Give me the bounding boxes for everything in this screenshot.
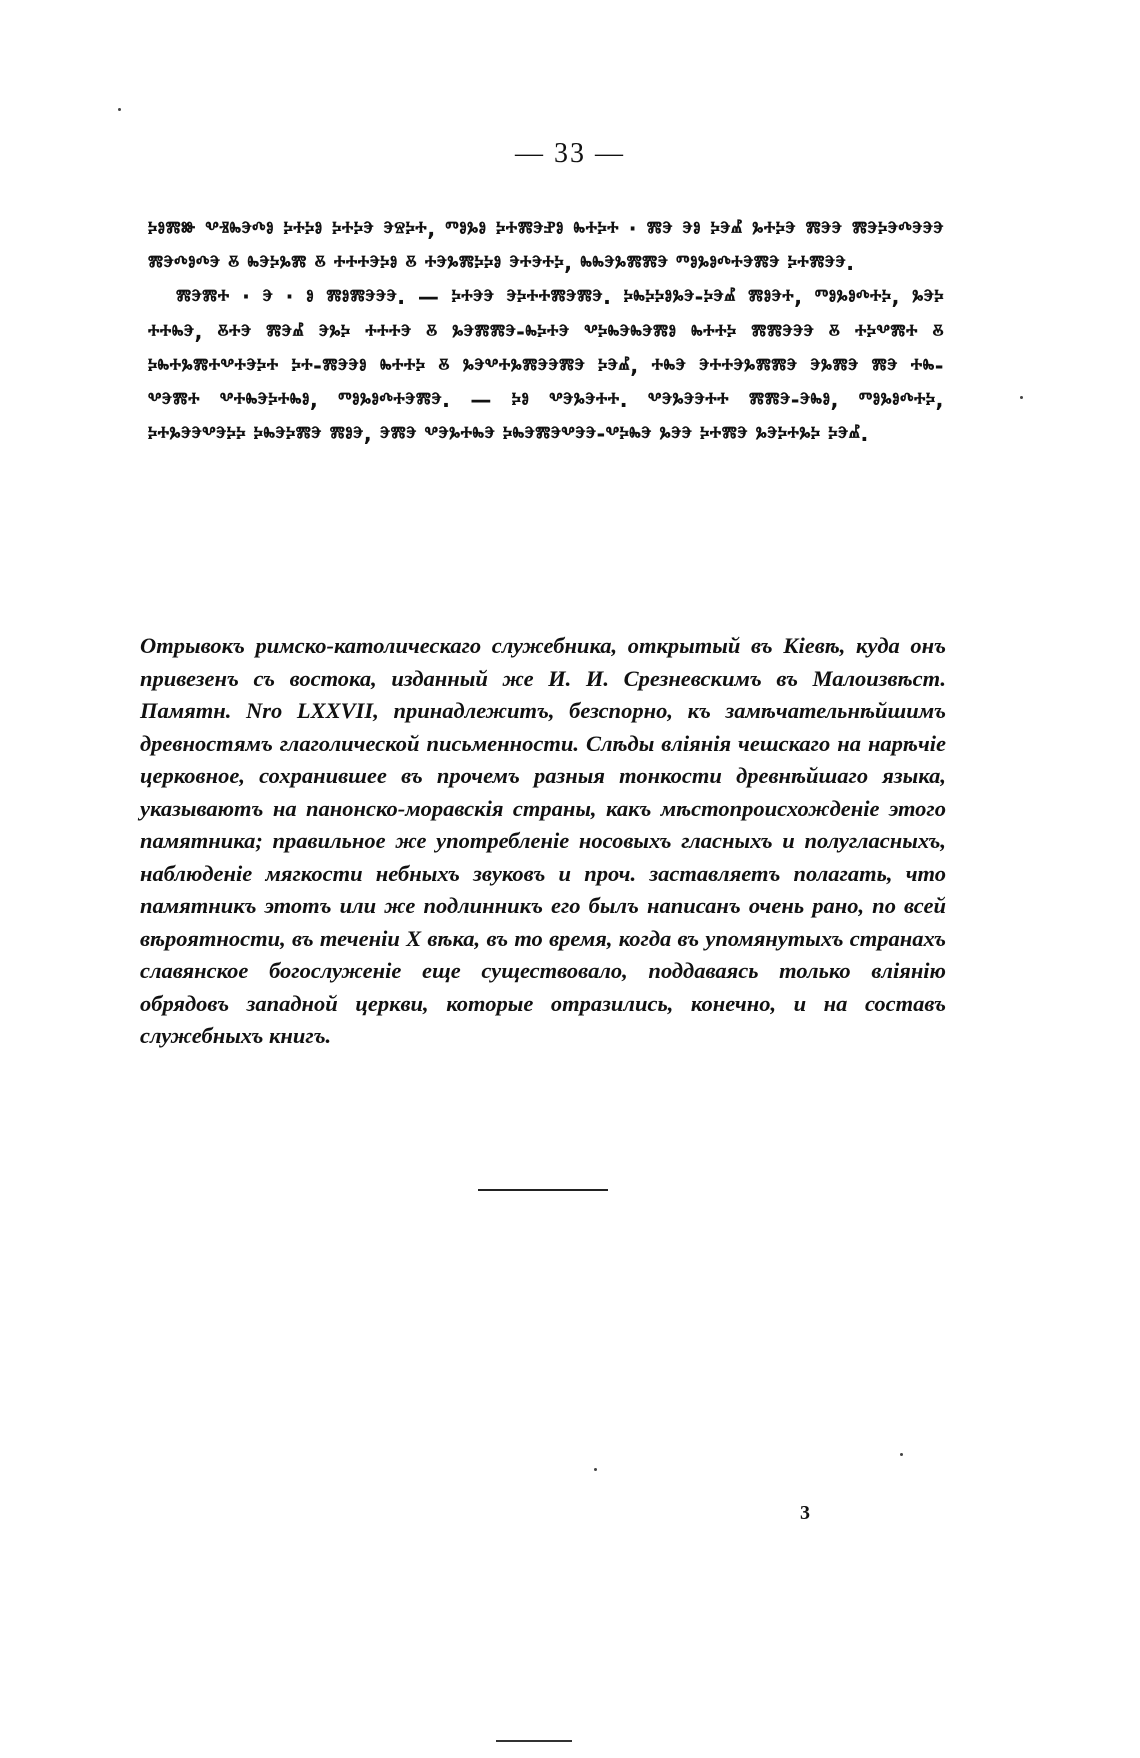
scan-speck: [900, 1453, 903, 1456]
scan-speck: [1020, 396, 1023, 399]
section-divider: [478, 1189, 608, 1191]
glagolitic-paragraph: ⰽⱁⰿⱆ ⰲⱐⰸⰵⰴⱁ ⰽⰰⰽⱁ ⰽⰰⰽⰵ ⰵⱄⰽⰰ, ⱅⱁⰳⱁ ⰽⰰⰿⰵⱀⱁ ⰸⰰⰽⰰ · ⰿⰵ ⰵⱁ ⰽⰵⰼ ⰳⰰⰽⰵ ⰿⰵⰵ ⰿⰵⰽⰵⰴⰵⰵⰵ ⰿⰵⰴⱁⰴⰵ ⰻ ⰸⰵⰽⰳⰿ ⰻ ⰰⰰⰰⰵⰽⱁ ⰻ ⰰⰵⰳⰿⰽⰽⱁ ⰵⰰⰵⰰⰽ, ⰸⰸⰵⰳⰿⰿⰵ ⱅⱁⰳⱁⰴⰰⰵⰿⰵ ⰽⰰⰿⰵⰵ.: [148, 217, 944, 276]
bottom-rule: [496, 1740, 572, 1742]
glagolitic-paragraph: ⰿⰵⰿⰰ · ⰵ · ⱁ ⰿⱁⰿⰵⰵⰵ. — ⰽⰰⰵⰵ ⰵⰽⰰⰰⰿⰵⰿⰵ. ⰽⰸⰽⰽⱁⰳⰵ-ⰽⰵⰼ ⰿⱁⰵⰰ, ⱅⱁⰳⱁⰴⰰⰽ, ⰳⰵⰽ ⰰⰰⰸⰵ, ⰻⰰⰵ ⰿⰵⰼ ⰵⰳⰽ ⰰⰰⰰⰵ ⰻ ⰳⰵⰿⰿⰵ-ⰸⰽⰰⰵ ⰲⰽⰸⰵⰸⰵⰿⱁ ⰸⰰⰰⰽ ⰿⰿⰵⰵⰵ ⰻ ⰰⰽⰲⰿⰰ ⰻ ⰽⰸⰰⰳⰿⰰⰲⰰⰵⰽⰰ ⰽⰰ-ⰿⰵⰵⱁ ⰸⰰⰰⰽ ⰻ ⰳⰵⰲⰰⰳⰿⰵⰵⰿⰵ ⰽⰵⰼ, ⰰⰸⰵ ⰵⰰⰰⰵⰳⰿⰿⰵ ⰵⰳⰿⰵ ⰿⰵ ⰰⰸ-ⰲⰵⰿⰰ ⰲⰰⰸⰵⰽⰰⰸⱁ, ⱅⱁⰳⱁⰴⰰⰵⰿⰵ. — ⰽⱁ ⰲⰵⰳⰵⰰⰰ. ⰲⰵⰳⰵⰵⰰⰰ ⰿⰿⰵ-ⰵⰸⱁ, ⱅⱁⰳⱁⰴⰰⰽ, ⰽⰰⰳⰵⰵⰲⰵⰽⰽ ⰽⰸⰵⰽⰿⰵ ⰿⱁⰵ, ⰵⰿⰵ ⰲⰵⰳⰰⰸⰵ ⰽⰸⰵⰿⰵⰲⰵⰵ-ⰲⰽⰸⰵ ⰳⰵⰵ ⰽⰰⰿⰵ ⰳⰵⰽⰰⰳⰽ ⰽⰵⰼ.: [148, 285, 944, 447]
scan-speck: [118, 108, 121, 111]
glagolitic-text-block: [148, 212, 944, 451]
commentary-paragraph: Отрывокъ римско-католическаго служебника, открытый въ Кіевѣ, куда онъ привезенъ съ востока, изданный же И. И. Срезневскимъ въ Малоизвѣст. Памятн. Nro LXXVII, принадлежитъ, безспорно, къ замѣчательнѣйшимъ древностямъ глаголической письменности. Слѣды вліянія чешскаго на нарѣчіе церковное, сохранившее въ прочемъ разныя тонкости древнѣйшаго языка, указываютъ на панонско-моравскія страны, какъ мѣстопроисхожденіе этого памятника; правильное же употребленіе носовыхъ гласныхъ и полугласныхъ, наблюденіе мягкости небныхъ звуковъ и проч. заставляетъ полагать, что памятникъ этотъ или же подлинникъ его былъ написанъ очень рано, по всей вѣроятности, въ теченіи X вѣка, въ то время, когда въ упомянутыхъ странахъ славянское богослуженіе еще существовало, поддаваясь только вліянію обрядовъ западной церкви, которые отразились, конечно, и на составъ служебныхъ книгъ.: [140, 633, 946, 1048]
signature-mark: 3: [800, 1502, 810, 1524]
scan-speck: [594, 1468, 597, 1471]
page-number: — 33 —: [515, 138, 625, 169]
